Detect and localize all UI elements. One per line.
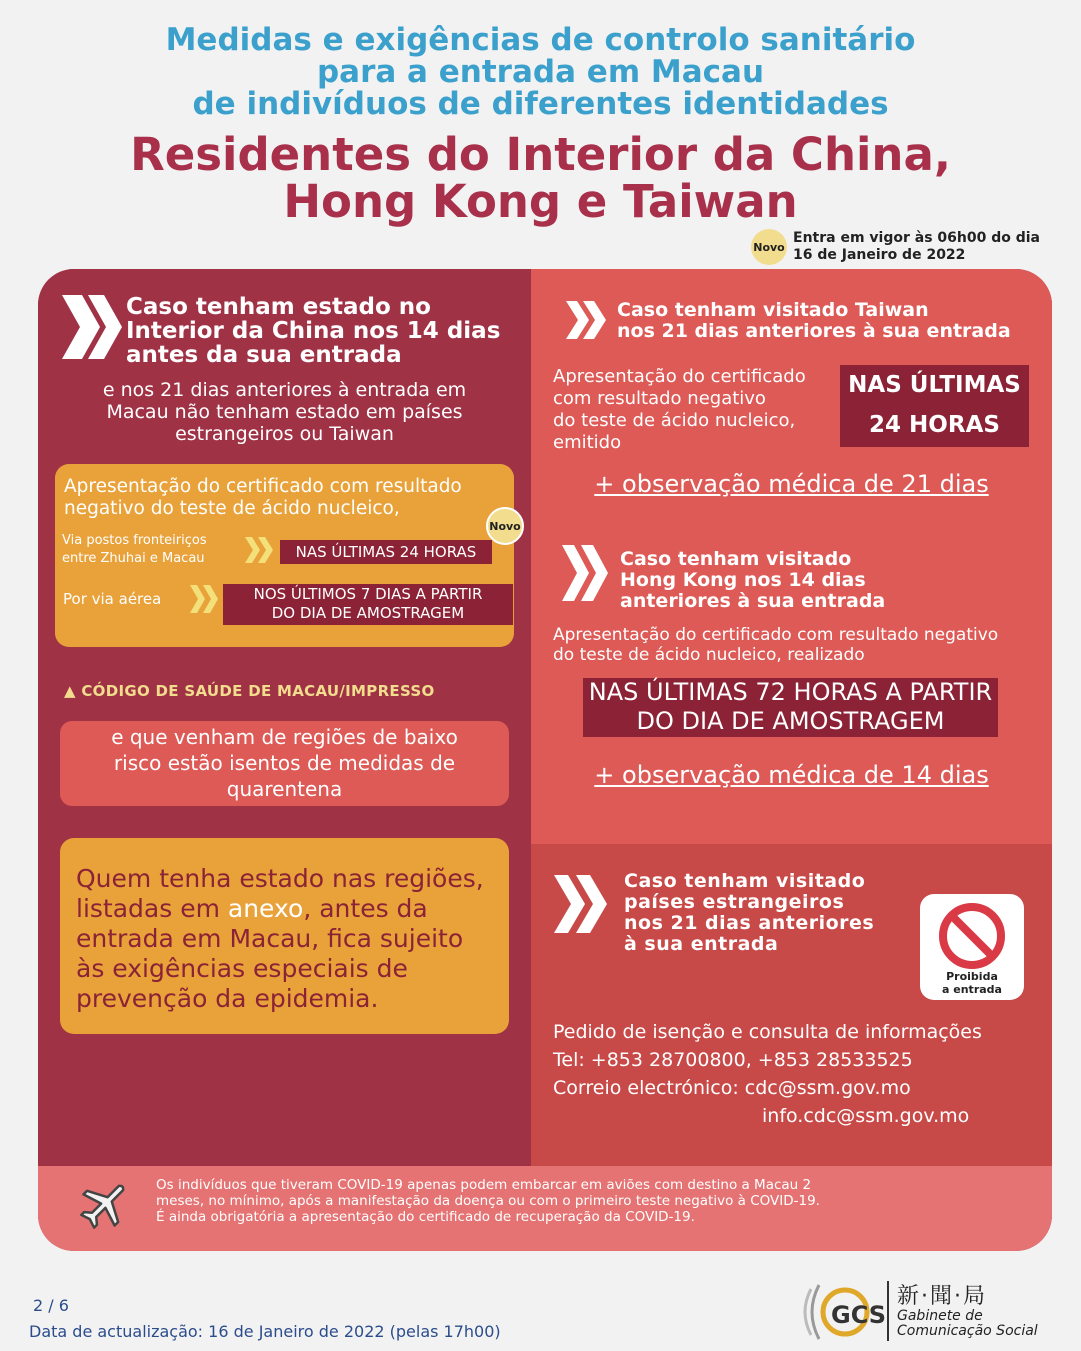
- taiwan-time-1: NAS ÚLTIMAS: [848, 372, 1021, 398]
- requirement-line-2: negativo do teste de ácido nucleico,: [64, 498, 400, 519]
- special-line-2a: listadas em: [76, 894, 228, 923]
- hongkong-observation: + observação médica de 14 dias: [594, 761, 989, 789]
- prohibited-label-1: Proibida: [946, 970, 998, 983]
- main-title-line-1: Residentes do Interior da China,: [130, 128, 951, 181]
- mainland-subtext: [38, 379, 531, 445]
- hongkong-time-2: DO DIA DE AMOSTRAGEM: [636, 707, 945, 735]
- special-line-4: às exigências especiais de: [76, 954, 408, 983]
- hongkong-header-3: anteriores à sua entrada: [620, 590, 886, 612]
- mainland-sub-3: estrangeiros ou Taiwan: [175, 423, 394, 445]
- logo-chinese: 新·聞·局: [897, 1284, 987, 1309]
- gcs-logo-mark: [797, 1279, 887, 1345]
- taiwan-text-3: do teste de ácido nucleico,: [553, 410, 796, 431]
- contact-email-1: Correio electrónico: cdc@ssm.gov.mo: [553, 1077, 911, 1099]
- route-land-label: [62, 532, 207, 568]
- hongkong-header-2: Hong Kong nos 14 dias: [620, 569, 866, 591]
- hongkong-text-1: Apresentação do certificado com resultado negativo: [553, 625, 999, 645]
- foreign-header-1: Caso tenham visitado: [624, 870, 866, 892]
- effective-line-1: Entra em vigor às 06h00 do dia: [793, 230, 1040, 246]
- chevron-right-icon: [244, 536, 278, 564]
- foreign-header-4: à sua entrada: [624, 933, 779, 955]
- chevron-right-icon: [60, 293, 126, 361]
- taiwan-text: [553, 366, 806, 454]
- taiwan-header-1: Caso tenham visitado Taiwan: [617, 299, 929, 321]
- chevron-right-icon: [561, 544, 611, 602]
- main-title-line-2: Hong Kong e Taiwan: [283, 175, 798, 228]
- taiwan-time-box: [840, 365, 1029, 447]
- main-card: [38, 269, 1052, 1251]
- gcs-initials: GCS: [831, 1301, 887, 1329]
- update-date: Data de actualização: 16 de Janeiro de 2022 (pelas 17h00): [29, 1322, 501, 1341]
- special-line-1: Quem tenha estado nas regiões,: [76, 864, 484, 893]
- recovery-note-2: meses, no mínimo, após a manifestação da doença ou com o primeiro teste negativo à COVID-19.: [156, 1193, 820, 1209]
- mainland-section: [38, 269, 531, 1166]
- special-line-2: [76, 894, 484, 924]
- route-air-value-1: NOS ÚLTIMOS 7 DIAS A PARTIR: [253, 585, 483, 603]
- low-risk-line-1: e que venham de regiões de baixo: [111, 725, 458, 749]
- mainland-header-line-3: antes da sua entrada: [126, 342, 402, 368]
- logo-divider: [887, 1281, 889, 1341]
- special-line-2c: , antes da: [303, 894, 428, 923]
- effective-line-2: 16 de Janeiro de 2022: [793, 247, 966, 263]
- health-code-label: ▲ CÓDIGO DE SAÚDE DE MACAU/IMPRESSO: [64, 682, 435, 700]
- route-air-label: Por via aérea: [63, 590, 162, 608]
- route-land-value: NAS ÚLTIMAS 24 HORAS: [280, 540, 492, 564]
- special-regions-box: [60, 838, 509, 1034]
- hongkong-header-1: Caso tenham visitado: [620, 548, 852, 570]
- taiwan-header: [617, 300, 1011, 342]
- title-line-3: de indivíduos de diferentes identidades: [192, 86, 889, 122]
- special-regions-text: [76, 864, 484, 1014]
- logo-name-1: Gabinete de: [897, 1308, 983, 1324]
- special-line-5: prevenção da epidemia.: [76, 984, 379, 1013]
- contact-line-1: Pedido de isenção e consulta de informações: [553, 1021, 982, 1043]
- mainland-header: [126, 295, 500, 367]
- prohibited-icon: [937, 901, 1007, 971]
- taiwan-text-1: Apresentação do certificado: [553, 366, 806, 387]
- chevron-right-icon: [565, 300, 609, 340]
- effective-date: [793, 230, 1040, 264]
- route-land-line-1: Via postos fronteiriços: [62, 533, 207, 548]
- airplane-icon: [76, 1177, 132, 1233]
- title-line-2: para a entrada em Macau: [316, 54, 765, 90]
- contact-email-2: info.cdc@ssm.gov.mo: [762, 1105, 970, 1127]
- mainland-header-line-1: Caso tenham estado no: [126, 294, 431, 320]
- requirement-line-1: Apresentação do certificado com resultado: [64, 476, 462, 497]
- contact-info: [553, 1018, 982, 1130]
- foreign-header-3: nos 21 dias anteriores: [624, 912, 875, 934]
- route-air-value: [223, 584, 513, 625]
- mainland-sub-2: Macau não tenham estado em países: [106, 401, 463, 423]
- special-line-3: entrada em Macau, fica sujeito: [76, 924, 464, 953]
- low-risk-line-2: risco estão isentos de medidas de: [113, 751, 456, 775]
- hongkong-header: [620, 549, 885, 612]
- contact-phone: Tel: +853 28700800, +853 28533525: [553, 1049, 913, 1071]
- mainland-header-line-2: Interior da China nos 14 dias: [126, 318, 501, 344]
- chevron-right-icon: [189, 584, 223, 614]
- taiwan-observation: + observação médica de 21 dias: [594, 470, 989, 498]
- page-number: 2 / 6: [33, 1296, 69, 1315]
- foreign-section: [531, 844, 1052, 1166]
- route-air-value-2: DO DIA DE AMOSTRAGEM: [271, 604, 465, 622]
- low-risk-box: [60, 721, 509, 806]
- covid-recovery-note: [38, 1166, 1052, 1251]
- recovery-note-text: [156, 1177, 820, 1225]
- taiwan-text-2: com resultado negativo: [553, 388, 766, 409]
- chevron-right-icon: [553, 874, 611, 934]
- requirement-text: [64, 476, 462, 520]
- foreign-header-2: países estrangeiros: [624, 891, 845, 913]
- hongkong-time-1: NAS ÚLTIMAS 72 HORAS A PARTIR: [588, 678, 993, 706]
- title-line-1: Medidas e exigências de controlo sanitário: [165, 22, 916, 58]
- hongkong-time-box: [583, 678, 998, 737]
- annex-link[interactable]: anexo: [227, 894, 304, 923]
- mainland-sub-1: e nos 21 dias anteriores à entrada em: [102, 379, 467, 401]
- taiwan-text-4: emitido: [553, 432, 622, 453]
- new-badge: Novo: [751, 229, 787, 265]
- prohibited-label: [920, 970, 1024, 996]
- gcs-logo: [797, 1277, 1067, 1347]
- logo-name: [897, 1309, 1038, 1339]
- hongkong-text: [553, 625, 998, 665]
- foreign-header: [624, 871, 874, 955]
- new-badge: Novo: [486, 507, 524, 545]
- recovery-note-1: Os indivíduos que tiveram COVID-19 apenas podem embarcar em aviões com destino a Macau 2: [156, 1177, 812, 1193]
- test-requirement-box: [55, 464, 514, 647]
- logo-name-2: Comunicação Social: [897, 1323, 1038, 1339]
- taiwan-header-2: nos 21 dias anteriores à sua entrada: [617, 320, 1011, 342]
- taiwan-hongkong-section: [531, 269, 1052, 844]
- recovery-note-3: É ainda obrigatória a apresentação do certificado de recuperação da COVID-19.: [156, 1209, 695, 1225]
- prohibited-label-2: a entrada: [942, 983, 1002, 996]
- hongkong-text-2: do teste de ácido nucleico, realizado: [553, 645, 865, 665]
- low-risk-line-3: quarentena: [226, 777, 343, 801]
- route-land-line-2: entre Zhuhai e Macau: [62, 551, 205, 566]
- taiwan-time-2: 24 HORAS: [869, 412, 1000, 438]
- entry-prohibited-sign: [920, 894, 1024, 1000]
